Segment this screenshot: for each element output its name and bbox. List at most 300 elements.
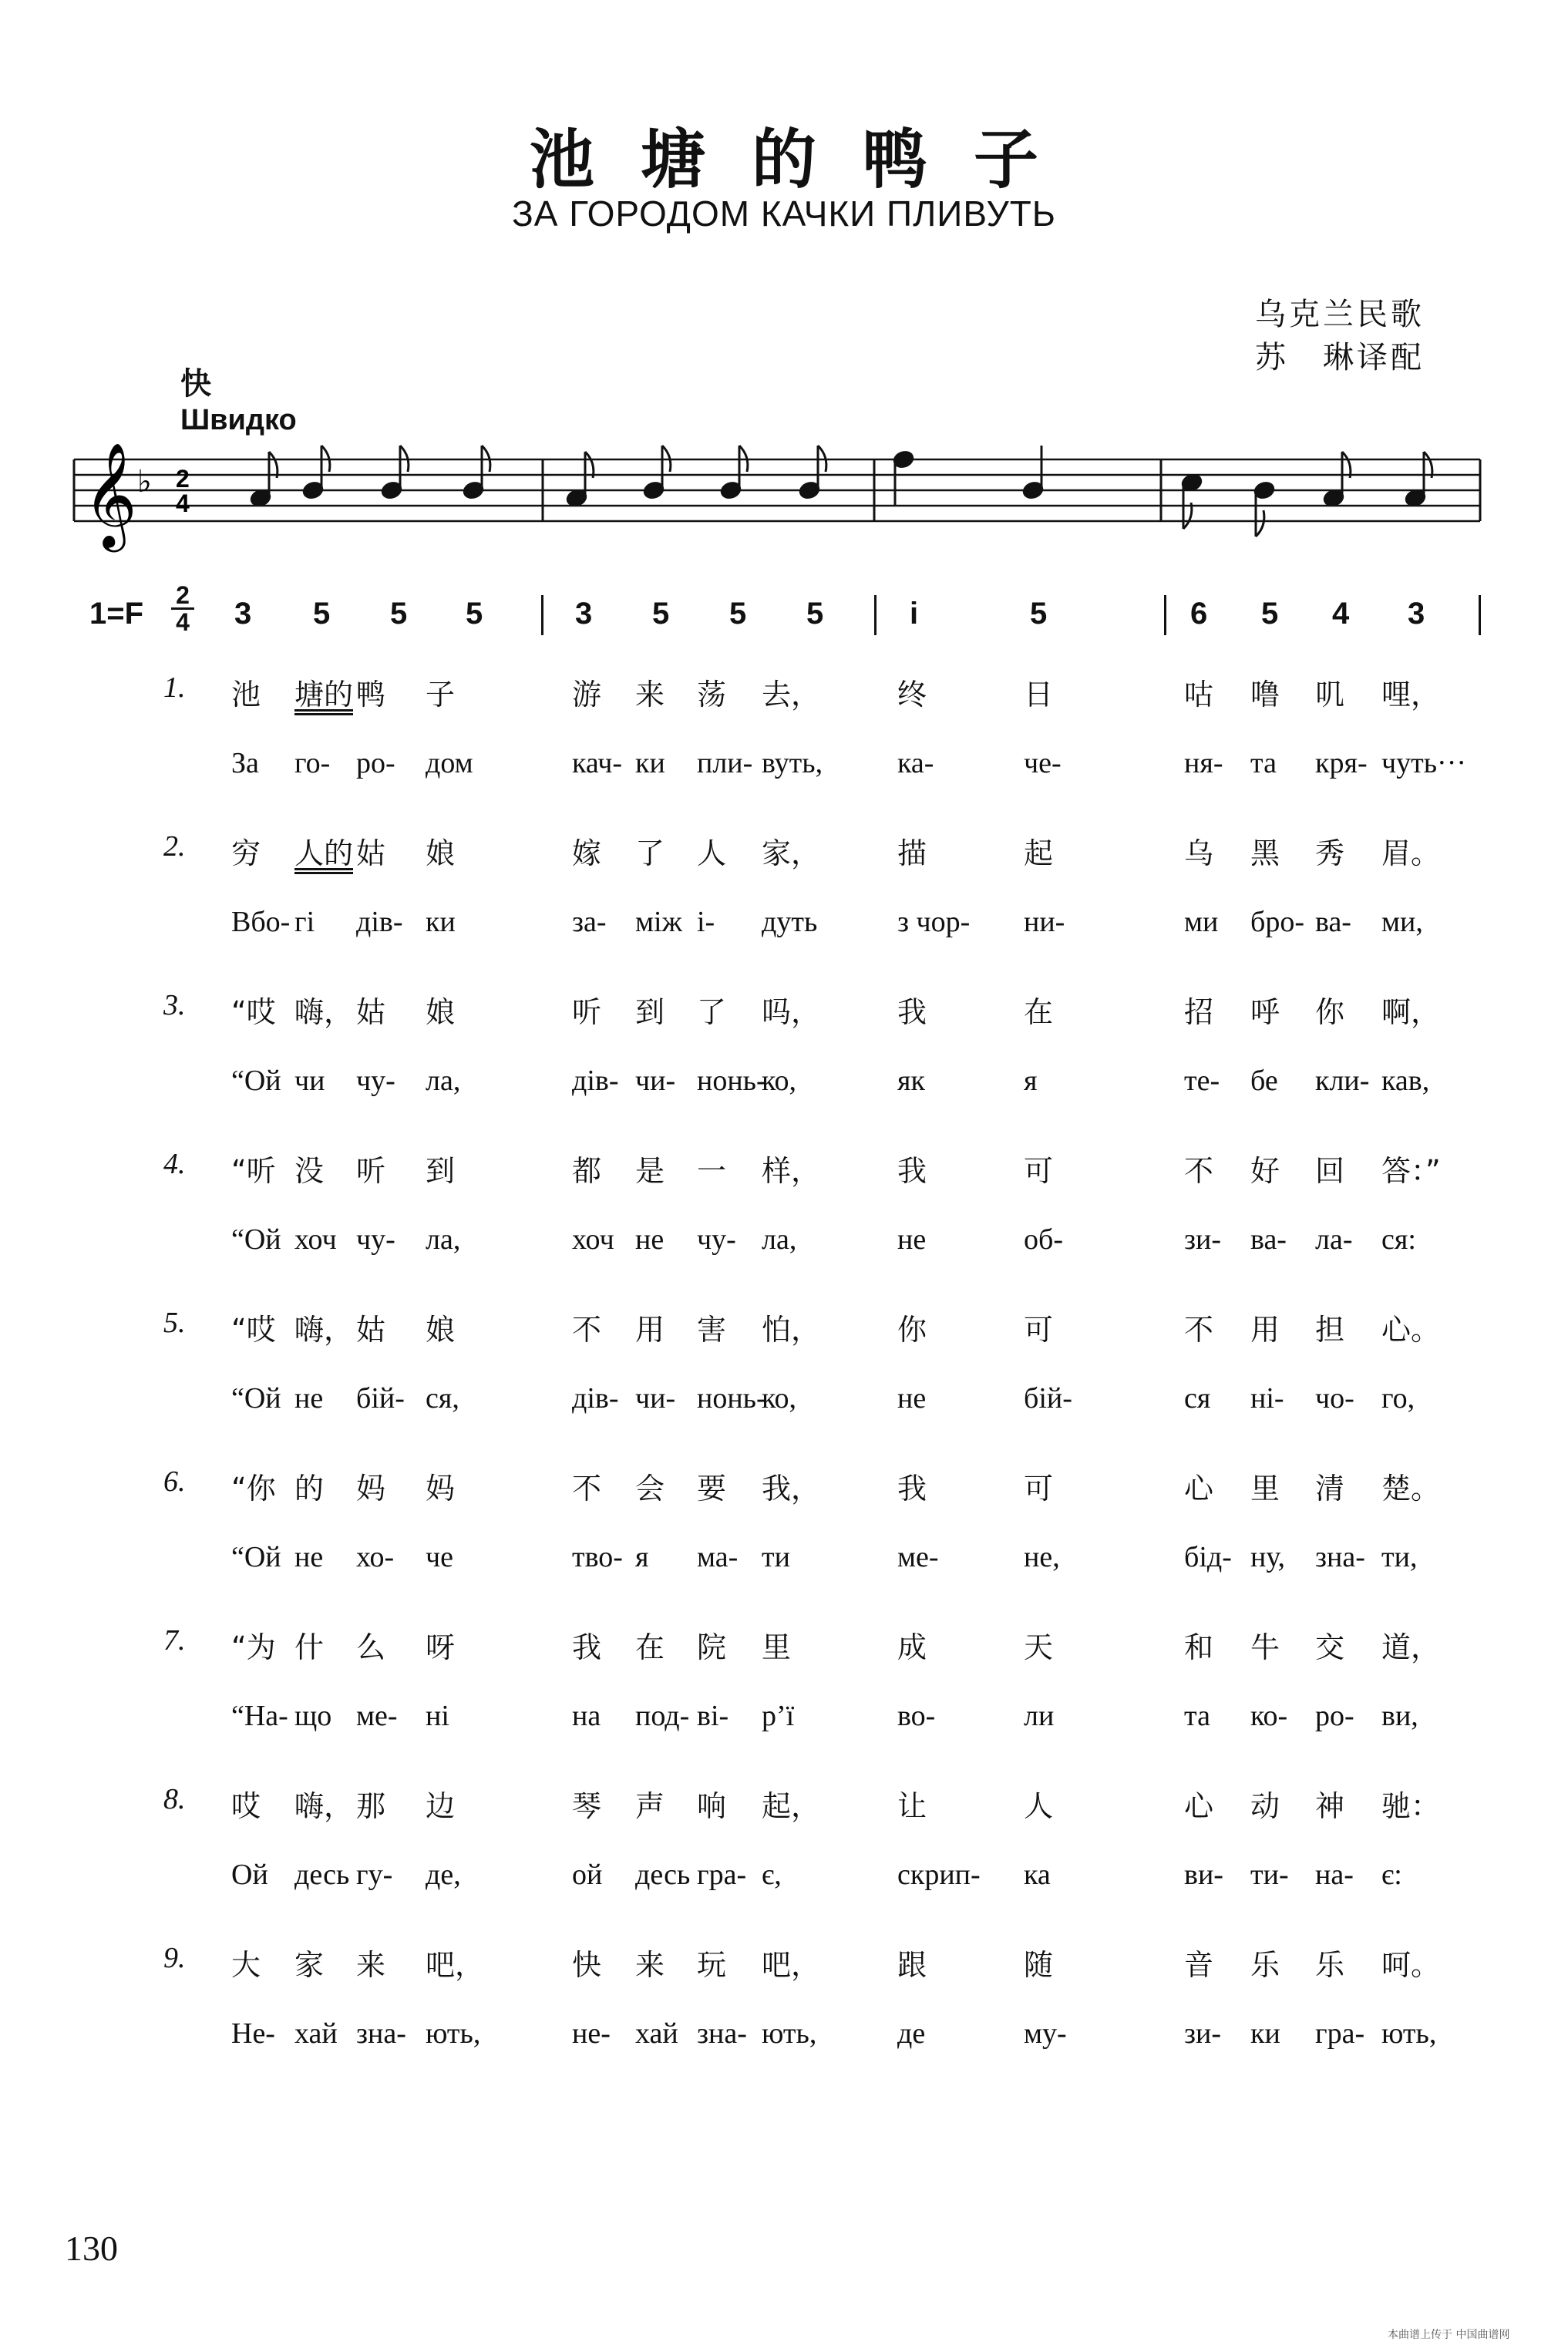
lyric-syllable-uk: і- [697, 906, 715, 938]
lyric-syllable-cn: 子 [426, 678, 456, 712]
lyric-syllable-cn: 牛 [1250, 1630, 1280, 1664]
lyric-syllable-cn: 姑 [356, 836, 386, 870]
lyric-syllable-uk: под- [635, 1700, 690, 1732]
lyric-syllable-cn: 妈 [356, 1472, 386, 1506]
lyric-syllable-cn: 交 [1315, 1630, 1345, 1664]
lyric-syllable-uk: ся [1184, 1382, 1211, 1415]
lyric-syllable-cn: 咕 [1184, 678, 1214, 712]
verse-number: 6. [163, 1465, 186, 1498]
lyric-syllable-cn: 清 [1315, 1472, 1345, 1506]
lyric-syllable-cn: 驰： [1381, 1789, 1441, 1823]
lyric-syllable-cn: 来 [635, 1948, 665, 1982]
lyric-syllable-uk: зна- [356, 2017, 406, 2050]
lyric-syllable-cn: 人 [697, 836, 727, 870]
lyric-syllable-uk: ють, [762, 2017, 817, 2050]
lyric-syllable-uk: нонь- [697, 1065, 766, 1097]
lyric-syllable-uk: че [426, 1541, 453, 1573]
lyric-syllable-uk: тво- [572, 1541, 623, 1573]
lyric-syllable-cn: 回 [1315, 1154, 1345, 1188]
lyric-syllable-uk: ки [635, 747, 665, 779]
key-signature: 1=F [89, 597, 144, 631]
lyric-syllable-uk: ми [1184, 906, 1219, 938]
lyric-syllable-uk: го, [1381, 1382, 1415, 1415]
lyric-syllable-uk: ро- [1315, 1700, 1354, 1732]
lyric-syllable-cn: 来 [356, 1948, 386, 1982]
lyric-syllable-cn: 人 [1024, 1789, 1054, 1823]
lyric-syllable-uk: не [294, 1541, 324, 1573]
lyric-syllable-cn: 起， [762, 1789, 821, 1823]
lyric-syllable-uk: ко, [762, 1065, 797, 1097]
verse-line-ukrainian [0, 1381, 1568, 1428]
lyric-syllable-cn: 到 [426, 1154, 456, 1188]
lyric-syllable-cn: 院 [697, 1630, 727, 1664]
lyric-syllable-uk: ни- [1024, 906, 1065, 938]
lyric-syllable-cn: 眉。 [1381, 836, 1441, 870]
jianpu-note: 3 [1408, 597, 1425, 631]
lyric-syllable-cn: 招 [1184, 995, 1214, 1029]
lyric-syllable-cn: 起 [1024, 836, 1054, 870]
lyric-syllable-cn: 我 [572, 1630, 602, 1664]
lyric-syllable-uk: ня- [1184, 747, 1223, 779]
lyric-syllable-uk: Не- [231, 2017, 275, 2050]
lyric-syllable-cn: 里 [762, 1630, 792, 1664]
lyric-syllable-uk: ся: [1381, 1223, 1416, 1256]
lyric-syllable-uk: ой [572, 1859, 603, 1891]
lyric-syllable-uk: та [1250, 747, 1277, 779]
verse-line-ukrainian [0, 905, 1568, 951]
lyric-syllable-cn: 了 [697, 995, 727, 1029]
verse-number: 4. [163, 1148, 186, 1180]
verse-line-chinese [0, 1941, 1568, 1987]
lyric-syllable-cn: 边 [426, 1789, 456, 1823]
lyric-syllable-uk: ро- [356, 747, 395, 779]
lyric-syllable-uk: об- [1024, 1223, 1063, 1256]
lyric-syllable-uk: За [231, 747, 259, 779]
jianpu-note: 5 [466, 597, 483, 631]
lyric-syllable-cn: 害 [697, 1313, 727, 1347]
lyric-syllable-cn: 我 [897, 1472, 927, 1506]
credit-translator: 苏 琳译配 [1255, 340, 1425, 375]
lyric-syllable-cn: 是 [635, 1154, 665, 1188]
lyric-syllable-uk: ють, [426, 2017, 481, 2050]
tempo-cn: 快 [180, 366, 211, 402]
lyric-syllable-uk: “Ой [231, 1382, 281, 1415]
lyric-syllable-cn: 玩 [697, 1948, 727, 1982]
lyric-syllable-cn: 哎 [231, 1789, 261, 1823]
jianpu-note: 5 [1261, 597, 1279, 631]
staff-notation [0, 432, 1568, 570]
lyric-syllable-uk: дів- [572, 1065, 619, 1097]
lyric-syllable-cn: 叽 [1315, 678, 1345, 712]
lyric-syllable-uk: не [635, 1223, 665, 1256]
lyric-syllable-uk: за- [572, 906, 607, 938]
jianpu-note: 6 [1190, 597, 1208, 631]
lyric-syllable-cn: 天 [1024, 1630, 1054, 1664]
lyric-syllable-cn: 娘 [426, 836, 456, 870]
lyric-syllable-uk: я [1024, 1065, 1038, 1097]
lyric-syllable-cn: 终 [897, 678, 927, 712]
lyric-syllable-uk: го- [294, 747, 331, 779]
jianpu-note: 5 [806, 597, 824, 631]
jianpu-note: 5 [729, 597, 747, 631]
lyric-syllable-cn: 乐 [1250, 1948, 1280, 1982]
lyric-syllable-cn: 不 [572, 1313, 602, 1347]
lyric-syllable-cn: 楚。 [1381, 1472, 1441, 1506]
jianpu-note: 5 [390, 597, 408, 631]
lyric-syllable-cn: 和 [1184, 1630, 1214, 1664]
lyric-syllable-uk: ти, [1381, 1541, 1418, 1573]
verse-line-ukrainian [0, 1540, 1568, 1586]
lyric-syllable-cn: “听 [231, 1154, 276, 1188]
verse-number: 7. [163, 1624, 186, 1657]
treble-clef-icon: 𝄞 [83, 441, 137, 547]
lyric-syllable-uk: ви- [1184, 1859, 1223, 1891]
lyric-syllable-cn: 描 [897, 836, 927, 870]
lyric-syllable-uk: Вбо- [231, 906, 291, 938]
lyric-syllable-cn: 嗨， [294, 1789, 354, 1823]
lyric-syllable-cn: 嗨， [294, 1313, 354, 1347]
lyric-syllable-uk: ні- [1250, 1382, 1284, 1415]
lyric-syllable-cn: 成 [897, 1630, 927, 1664]
lyric-syllable-uk: бро- [1250, 906, 1304, 938]
lyric-syllable-cn: 可 [1024, 1313, 1054, 1347]
lyric-syllable-uk: хай [635, 2017, 678, 2050]
lyric-syllable-cn: 呵。 [1381, 1948, 1441, 1982]
lyric-syllable-uk: кря- [1315, 747, 1368, 779]
lyric-syllable-uk: з чор- [897, 906, 971, 938]
lyric-syllable-uk: ну, [1250, 1541, 1286, 1573]
lyric-syllable-cn: 在 [635, 1630, 665, 1664]
lyric-syllable-cn: 日 [1024, 678, 1054, 712]
lyric-syllable-uk: де, [426, 1859, 461, 1891]
time-sig-bottom: 4 [176, 490, 190, 517]
verse-number: 9. [163, 1942, 186, 1974]
lyric-syllable-cn: 那 [356, 1789, 386, 1823]
lyric-syllable-cn: 样， [762, 1154, 821, 1188]
lyric-syllable-cn: 秀 [1315, 836, 1345, 870]
lyric-syllable-cn: 我 [897, 995, 927, 1029]
lyric-syllable-uk: дів- [356, 906, 403, 938]
jianpu-note: 3 [234, 597, 252, 631]
lyric-syllable-cn: 鸭 [356, 678, 386, 712]
lyric-syllable-cn: 可 [1024, 1472, 1054, 1506]
lyric-syllable-cn: “哎 [231, 995, 276, 1029]
lyric-syllable-uk: ла, [762, 1223, 797, 1256]
lyric-syllable-cn: 啊， [1381, 995, 1441, 1029]
lyric-syllable-cn: 声 [635, 1789, 665, 1823]
lyric-syllable-uk: хоч [572, 1223, 614, 1256]
lyric-syllable-cn: 随 [1024, 1948, 1054, 1982]
lyric-syllable-uk: нонь- [697, 1382, 766, 1415]
verse-line-ukrainian [0, 1699, 1568, 1745]
lyric-syllable-cn: 响 [697, 1789, 727, 1823]
jianpu-line [0, 581, 1568, 644]
song-title: 池塘的鸭子 [529, 121, 1085, 197]
lyric-syllable-cn: 大 [231, 1948, 261, 1982]
lyric-syllable-uk: р’ї [762, 1700, 795, 1732]
lyric-syllable-uk: зна- [1315, 1541, 1365, 1573]
verse-line-chinese [0, 1623, 1568, 1670]
lyric-syllable-cn: 都 [572, 1154, 602, 1188]
lyric-syllable-uk: на- [1315, 1859, 1354, 1891]
lyric-syllable-cn: “为 [231, 1630, 276, 1664]
jianpu-note: 5 [1030, 597, 1048, 631]
lyric-syllable-uk: гу- [356, 1859, 393, 1891]
lyric-syllable-cn: “哎 [231, 1313, 276, 1347]
lyric-syllable-uk: пли- [697, 747, 753, 779]
lyric-syllable-cn: 可 [1024, 1154, 1054, 1188]
song-subtitle: ЗА ГОРОДОМ КАЧКИ ПЛИВУТЬ [512, 193, 1056, 234]
lyric-syllable-uk: дом [426, 747, 473, 779]
lyric-syllable-uk: як [897, 1065, 925, 1097]
lyric-syllable-uk: гра- [697, 1859, 747, 1891]
verse-line-chinese [0, 988, 1568, 1035]
lyric-syllable-uk: не, [1024, 1541, 1060, 1573]
lyric-syllable-uk: ме- [897, 1541, 939, 1573]
lyric-syllable-uk: во- [897, 1700, 936, 1732]
lyric-syllable-uk: є, [762, 1859, 782, 1891]
lyric-syllable-cn: 什 [294, 1630, 325, 1664]
watermark-footer: 本曲谱上传于 中国曲谱网 [1388, 2329, 1510, 2341]
lyric-syllable-cn: 你 [1315, 995, 1345, 1029]
jianpu-time-signature: 2 4 [171, 583, 194, 634]
lyric-syllable-uk: чи- [635, 1382, 676, 1415]
lyric-syllable-cn: 用 [635, 1313, 665, 1347]
lyric-syllable-cn: 好 [1250, 1154, 1280, 1188]
lyric-syllable-uk: ка [1024, 1859, 1051, 1891]
lyric-syllable-uk: десь [294, 1859, 350, 1891]
jianpu-note: 5 [313, 597, 331, 631]
jianpu-note: 5 [652, 597, 670, 631]
lyric-syllable-uk: ють, [1381, 2017, 1437, 2050]
lyric-syllable-uk: бій- [1024, 1382, 1072, 1415]
lyric-syllable-uk: та [1184, 1700, 1210, 1732]
lyric-syllable-cn: 黑 [1250, 836, 1280, 870]
lyric-syllable-uk: ва- [1250, 1223, 1287, 1256]
lyric-syllable-uk: ма- [697, 1541, 739, 1573]
lyric-syllable-cn: 塘的 [294, 678, 354, 712]
credit-origin: 乌克兰民歌 [1255, 297, 1425, 332]
lyric-syllable-cn: 姑 [356, 995, 386, 1029]
tempo-uk: Швидко [180, 404, 297, 436]
lyric-syllable-cn: 听 [572, 995, 602, 1029]
flat-icon: ♭ [137, 464, 152, 500]
lyric-syllable-uk: ні [426, 1700, 449, 1732]
lyric-syllable-cn: 答：” [1381, 1154, 1441, 1188]
lyric-syllable-cn: 我 [897, 1154, 927, 1188]
lyric-syllable-cn: 人的 [294, 836, 354, 870]
lyric-syllable-uk: не [897, 1223, 927, 1256]
lyric-syllable-cn: 不 [1184, 1154, 1214, 1188]
lyric-syllable-uk: кач- [572, 747, 622, 779]
lyric-syllable-uk: чо- [1315, 1382, 1354, 1415]
lyric-syllable-cn: 妈 [426, 1472, 456, 1506]
lyric-syllable-uk: дів- [572, 1382, 619, 1415]
lyric-syllable-cn: 来 [635, 678, 665, 712]
lyric-syllable-uk: ла, [426, 1223, 461, 1256]
lyric-syllable-uk: кли- [1315, 1065, 1370, 1097]
verse-number: 1. [163, 671, 186, 704]
lyric-syllable-uk: я [635, 1541, 649, 1573]
lyric-syllable-cn: 娘 [426, 1313, 456, 1347]
lyric-syllable-cn: 道， [1381, 1630, 1441, 1664]
lyric-syllable-cn: 家， [762, 836, 821, 870]
lyric-syllable-cn: 跟 [897, 1948, 927, 1982]
lyric-syllable-cn: 怕， [762, 1313, 821, 1347]
page-number: 130 [65, 2229, 118, 2268]
lyric-syllable-cn: 听 [356, 1154, 386, 1188]
verse-number: 2. [163, 830, 186, 863]
lyric-syllable-cn: 不 [1184, 1313, 1214, 1347]
lyric-syllable-uk: не [294, 1382, 324, 1415]
lyric-syllable-cn: 嗨， [294, 995, 354, 1029]
lyric-syllable-uk: ти- [1250, 1859, 1289, 1891]
lyric-syllable-uk: хоч [294, 1223, 337, 1256]
lyric-syllable-cn: 里 [1250, 1472, 1280, 1506]
lyric-syllable-uk: хай [294, 2017, 338, 2050]
lyric-syllable-cn: 心 [1184, 1789, 1214, 1823]
lyric-syllable-uk: “Ой [231, 1223, 281, 1256]
lyric-syllable-cn: 乐 [1315, 1948, 1345, 1982]
jianpu-barline [1164, 595, 1166, 635]
jianpu-barline [541, 595, 543, 635]
lyric-syllable-cn: 吧， [762, 1948, 821, 1982]
lyric-syllable-uk: ко, [762, 1382, 797, 1415]
lyric-syllable-cn: 么 [356, 1630, 386, 1664]
lyric-syllable-uk: десь [635, 1859, 691, 1891]
jianpu-barline [1479, 595, 1481, 635]
lyric-syllable-uk: ла- [1315, 1223, 1353, 1256]
lyric-syllable-cn: 噜 [1250, 678, 1280, 712]
verse-line-ukrainian [0, 2017, 1568, 2063]
lyric-syllable-uk: не- [572, 2017, 611, 2050]
lyric-syllable-cn: 你 [897, 1313, 927, 1347]
verse-line-chinese [0, 1782, 1568, 1829]
lyric-syllable-cn: 我， [762, 1472, 821, 1506]
lyric-syllable-cn: 一 [697, 1154, 727, 1188]
lyric-syllable-cn: 担 [1315, 1313, 1345, 1347]
verse-number: 5. [163, 1307, 186, 1339]
jianpu-barline [874, 595, 877, 635]
lyric-syllable-uk: скрип- [897, 1859, 981, 1891]
lyric-syllable-cn: 吧， [426, 1948, 485, 1982]
lyric-syllable-uk: ко- [1250, 1700, 1288, 1732]
lyric-syllable-cn: 心 [1184, 1472, 1214, 1506]
lyric-syllable-uk: зи- [1184, 2017, 1222, 2050]
lyric-syllable-cn: 在 [1024, 995, 1054, 1029]
lyric-syllable-cn: 动 [1250, 1789, 1280, 1823]
lyric-syllable-uk: на [572, 1700, 601, 1732]
lyric-syllable-uk: ли [1024, 1700, 1055, 1732]
lyric-syllable-uk: бе [1250, 1065, 1278, 1097]
lyric-syllable-uk: гі [294, 906, 315, 938]
lyric-syllable-uk: вуть, [762, 747, 823, 779]
lyric-syllable-uk: дуть [762, 906, 818, 938]
lyric-syllable-cn: 呀 [426, 1630, 456, 1664]
lyric-syllable-uk: ме- [356, 1700, 398, 1732]
lyric-syllable-cn: 乌 [1184, 836, 1214, 870]
lyric-syllable-uk: кав, [1381, 1065, 1430, 1097]
lyric-syllable-uk: зна- [697, 2017, 747, 2050]
lyric-syllable-uk: чу- [356, 1223, 395, 1256]
jianpu-note: 3 [575, 597, 593, 631]
lyric-syllable-cn: 音 [1184, 1948, 1214, 1982]
lyric-syllable-cn: 琴 [572, 1789, 602, 1823]
lyric-syllable-uk: ся, [426, 1382, 459, 1415]
lyric-syllable-uk: чи- [635, 1065, 676, 1097]
lyric-syllable-cn: 了 [635, 836, 665, 870]
lyric-syllable-cn: 游 [572, 678, 602, 712]
lyric-syllable-uk: те- [1184, 1065, 1220, 1097]
lyric-syllable-cn: 让 [897, 1789, 927, 1823]
lyric-syllable-cn: 到 [635, 995, 665, 1029]
lyric-syllable-uk: ти [762, 1541, 790, 1573]
lyric-syllable-uk: зи- [1184, 1223, 1222, 1256]
jianpu-note-high: i [910, 597, 919, 631]
lyric-syllable-uk: “Ой [231, 1541, 281, 1573]
verse-line-chinese [0, 1147, 1568, 1193]
lyric-syllable-cn: 吗， [762, 995, 821, 1029]
verse-line-ukrainian [0, 1858, 1568, 1904]
lyric-syllable-cn: 穷 [231, 836, 261, 870]
lyric-syllable-uk: хо- [356, 1541, 395, 1573]
lyric-syllable-uk: між [635, 906, 682, 938]
lyric-syllable-cn: 家 [294, 1948, 325, 1982]
lyric-syllable-cn: “你 [231, 1472, 276, 1506]
lyric-syllable-uk: бій- [356, 1382, 405, 1415]
verse-line-chinese [0, 1306, 1568, 1352]
lyric-syllable-cn: 神 [1315, 1789, 1345, 1823]
lyric-syllable-uk: не [897, 1382, 927, 1415]
lyric-syllable-uk: де [897, 2017, 926, 2050]
lyric-syllable-uk: ми, [1381, 906, 1423, 938]
lyric-syllable-uk: ви, [1381, 1700, 1418, 1732]
lyric-syllable-uk: ві- [697, 1700, 729, 1732]
verse-line-chinese [0, 829, 1568, 876]
lyric-syllable-uk: гра- [1315, 2017, 1365, 2050]
lyric-syllable-cn: 用 [1250, 1313, 1280, 1347]
lyric-syllable-cn: 的 [294, 1472, 325, 1506]
time-sig-top: 2 [176, 465, 190, 493]
lyric-syllable-uk: бід- [1184, 1541, 1232, 1573]
lyric-syllable-uk: що [294, 1700, 332, 1732]
verse-line-ukrainian [0, 1223, 1568, 1269]
verse-line-chinese [0, 671, 1568, 717]
lyric-syllable-uk: чу- [697, 1223, 736, 1256]
lyric-syllable-uk: че- [1024, 747, 1062, 779]
lyric-syllable-uk: Ой [231, 1859, 268, 1891]
lyric-syllable-cn: 荡 [697, 678, 727, 712]
lyric-syllable-uk: “Ой [231, 1065, 281, 1097]
lyric-syllable-cn: 快 [572, 1948, 602, 1982]
lyric-syllable-cn: 没 [294, 1154, 325, 1188]
lyric-syllable-uk: ки [426, 906, 456, 938]
lyric-syllable-cn: 要 [697, 1472, 727, 1506]
lyric-syllable-cn: 嫁 [572, 836, 602, 870]
verse-line-chinese [0, 1465, 1568, 1511]
lyric-syllable-cn: 娘 [426, 995, 456, 1029]
lyric-syllable-cn: 去， [762, 678, 821, 712]
lyric-syllable-cn: 会 [635, 1472, 665, 1506]
lyric-syllable-uk: ки [1250, 2017, 1280, 2050]
lyric-syllable-uk: “На- [231, 1700, 288, 1732]
verse-number: 3. [163, 989, 186, 1021]
lyric-syllable-uk: ла, [426, 1065, 461, 1097]
lyric-syllable-cn: 姑 [356, 1313, 386, 1347]
lyric-syllable-uk: є: [1381, 1859, 1402, 1891]
lyric-syllable-cn: 哩， [1381, 678, 1441, 712]
verse-line-ukrainian [0, 746, 1568, 792]
